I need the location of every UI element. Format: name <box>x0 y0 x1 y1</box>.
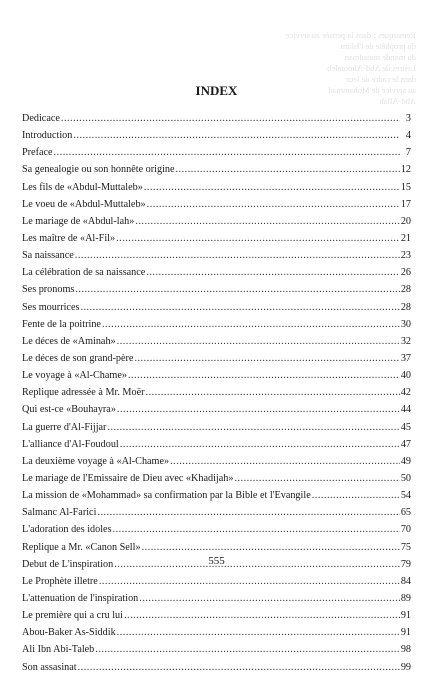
bleed-line: Lettres de Abd-Almotaleb <box>327 63 416 73</box>
toc-entry-title: Le déces de «Aminah» <box>22 335 116 347</box>
toc-entry <box>22 439 411 456</box>
toc-entry <box>22 233 411 250</box>
toc-entry-title: La célébration de sa naissance <box>22 267 146 279</box>
table-of-contents <box>22 113 411 679</box>
toc-entry-page: 89 <box>400 592 411 604</box>
dot-leader <box>170 456 400 467</box>
dot-leader <box>54 147 400 158</box>
toc-entry-page: 7 <box>405 147 411 159</box>
toc-entry <box>22 507 411 524</box>
toc-entry <box>22 302 411 319</box>
toc-entry-title: L'alliance d'Al-Foudoul <box>22 438 119 450</box>
dot-leader <box>176 164 400 175</box>
dot-leader <box>134 353 399 364</box>
toc-entry <box>22 422 411 439</box>
toc-entry-title: La guerre d'Al-Fijjar <box>22 421 107 433</box>
dot-leader <box>113 524 400 535</box>
bleed-line: Remarques : dans la pensée au service <box>285 30 416 40</box>
toc-entry <box>22 662 411 679</box>
toc-entry-title: Le mariage de «Abdul-lah» <box>22 215 135 227</box>
dot-leader <box>97 507 399 518</box>
toc-entry-page: 37 <box>400 352 411 364</box>
bleed-line: dans le cadre de leur <box>346 74 416 84</box>
toc-entry-title: Salmanc Al-Farici <box>22 507 97 519</box>
toc-entry-title: Ses mourrices <box>22 301 80 313</box>
toc-entry-title: Dedicace <box>22 113 60 124</box>
toc-entry-title: Introduction <box>22 130 73 142</box>
dot-leader <box>73 130 400 141</box>
dot-leader <box>120 439 400 450</box>
toc-entry-page: 4 <box>405 130 411 142</box>
toc-entry-title: L'adoration des idoles <box>22 524 112 536</box>
dot-leader <box>75 250 400 261</box>
dot-leader <box>128 370 400 381</box>
bleed-line: du monde musulman <box>344 52 416 62</box>
toc-entry-page: 40 <box>400 370 411 382</box>
toc-entry-title: Ali Ibn Abi-Taleb <box>22 644 95 656</box>
dot-leader <box>117 336 400 347</box>
dot-leader <box>107 422 399 433</box>
toc-entry <box>22 216 411 233</box>
toc-entry <box>22 250 411 267</box>
dot-leader <box>102 319 400 330</box>
toc-entry-page: 28 <box>400 301 411 313</box>
toc-entry-title: Sa naissance <box>22 250 74 262</box>
toc-entry-page: 30 <box>400 318 411 330</box>
toc-entry-title: La deuxième voyage à «Al-Chame» <box>22 455 170 467</box>
toc-entry-title: Son assasinat <box>22 661 77 673</box>
toc-entry <box>22 627 411 644</box>
toc-entry <box>22 130 411 147</box>
dot-leader <box>312 490 400 501</box>
toc-entry-page: 75 <box>400 541 411 553</box>
toc-entry-title: Le déces de son grand-père <box>22 352 134 364</box>
toc-entry-page: 79 <box>400 558 411 570</box>
toc-entry-page: 50 <box>400 472 411 484</box>
dot-leader <box>144 182 400 193</box>
dot-leader <box>146 387 400 398</box>
toc-entry-page: 28 <box>400 284 411 296</box>
dot-leader <box>139 593 400 604</box>
toc-entry-title: Debut de L'inspiration <box>22 558 114 570</box>
toc-entry-page: 21 <box>400 232 411 244</box>
toc-entry <box>22 473 411 490</box>
toc-entry <box>22 370 411 387</box>
toc-entry-page: 32 <box>400 335 411 347</box>
toc-entry-page: 49 <box>400 455 411 467</box>
toc-entry-page: 26 <box>400 267 411 279</box>
toc-entry-title: Le voyage à «Al-Chame» <box>22 370 127 382</box>
page-number: 555 <box>208 555 225 567</box>
dot-leader <box>95 644 400 655</box>
toc-entry-page: 45 <box>400 421 411 433</box>
toc-entry-title: Fente de la poitrine <box>22 318 101 330</box>
toc-entry-page: 15 <box>400 181 411 193</box>
toc-entry-title: Replique adressée à Mr. Moër <box>22 387 145 399</box>
dot-leader <box>146 267 399 278</box>
toc-entry <box>22 593 411 610</box>
toc-entry-title: Ses pronoms <box>22 284 75 296</box>
toc-entry-page: 70 <box>400 524 411 536</box>
toc-entry-page: 12 <box>400 164 411 176</box>
toc-entry-title: Le Prophète illetre <box>22 575 98 587</box>
dot-leader <box>99 576 400 587</box>
toc-entry-page: 42 <box>400 387 411 399</box>
toc-entry-title: L'attenuation de l'inspiration <box>22 592 139 604</box>
toc-entry-title: Replique a Mr. «Canon Sell» <box>22 541 141 553</box>
toc-entry-page: 65 <box>400 507 411 519</box>
toc-entry-title: La mission de «Mohammad» sa confirmation par la Bible et l'Evangile <box>22 490 311 502</box>
dot-leader <box>117 627 400 638</box>
toc-entry <box>22 576 411 593</box>
toc-entry-title: Le voeu de «Abdul-Muttaleb» <box>22 198 146 210</box>
toc-entry-title: Les fils de «Abdul-Muttaleb» <box>22 181 143 193</box>
toc-entry-page: 84 <box>400 575 411 587</box>
bleed-line: du prophète de l'Islam <box>340 41 416 51</box>
toc-entry-title: Sa genealogie ou son honnête origine <box>22 164 175 176</box>
toc-entry <box>22 644 411 661</box>
bleed-line: Abd-Allah <box>379 96 416 106</box>
dot-leader <box>147 199 400 210</box>
dot-leader <box>78 662 400 673</box>
toc-entry-page: 99 <box>400 661 411 673</box>
toc-entry-page: 17 <box>400 198 411 210</box>
dot-leader <box>135 216 400 227</box>
toc-entry-title: Le première qui a cru lui <box>22 610 123 622</box>
dot-leader <box>124 610 400 621</box>
dot-leader <box>61 113 400 124</box>
toc-entry-page: 44 <box>400 404 411 416</box>
toc-entry <box>22 404 411 421</box>
toc-entry-title: Le mariage de l'Emissaire de Dieu avec «Khadijah» <box>22 472 234 484</box>
dot-leader <box>80 302 399 313</box>
toc-entry-title: Qui est-ce «Bouhayra» <box>22 404 116 416</box>
toc-entry-page: 91 <box>400 627 411 639</box>
bleed-line: au service de Mohammad <box>328 85 416 95</box>
dot-leader <box>116 233 400 244</box>
toc-entry <box>22 267 411 284</box>
toc-entry <box>22 387 411 404</box>
toc-entry <box>22 353 411 370</box>
toc-entry-title: Les maître de «Al-Fil» <box>22 232 116 244</box>
toc-entry <box>22 147 411 164</box>
toc-entry <box>22 284 411 301</box>
toc-entry <box>22 456 411 473</box>
toc-entry <box>22 182 411 199</box>
dot-leader <box>234 473 399 484</box>
toc-entry-page: 91 <box>400 610 411 622</box>
toc-entry <box>22 164 411 181</box>
dot-leader <box>75 284 399 295</box>
toc-entry <box>22 113 411 130</box>
toc-entry <box>22 610 411 627</box>
toc-entry-page: 23 <box>400 250 411 262</box>
toc-entry-page: 98 <box>400 644 411 656</box>
toc-entry <box>22 319 411 336</box>
dot-leader <box>142 542 400 553</box>
toc-entry-page: 20 <box>400 215 411 227</box>
toc-entry-page: 3 <box>405 113 411 124</box>
dot-leader <box>117 404 400 415</box>
toc-entry-page: 54 <box>400 490 411 502</box>
index-heading: INDEX <box>195 83 238 98</box>
toc-entry <box>22 490 411 507</box>
toc-entry-title: Abou-Baker As-Siddik <box>22 627 116 639</box>
toc-entry <box>22 199 411 216</box>
toc-entry-title: Preface <box>22 147 53 159</box>
toc-entry <box>22 524 411 541</box>
toc-entry <box>22 336 411 353</box>
toc-entry-page: 47 <box>400 438 411 450</box>
